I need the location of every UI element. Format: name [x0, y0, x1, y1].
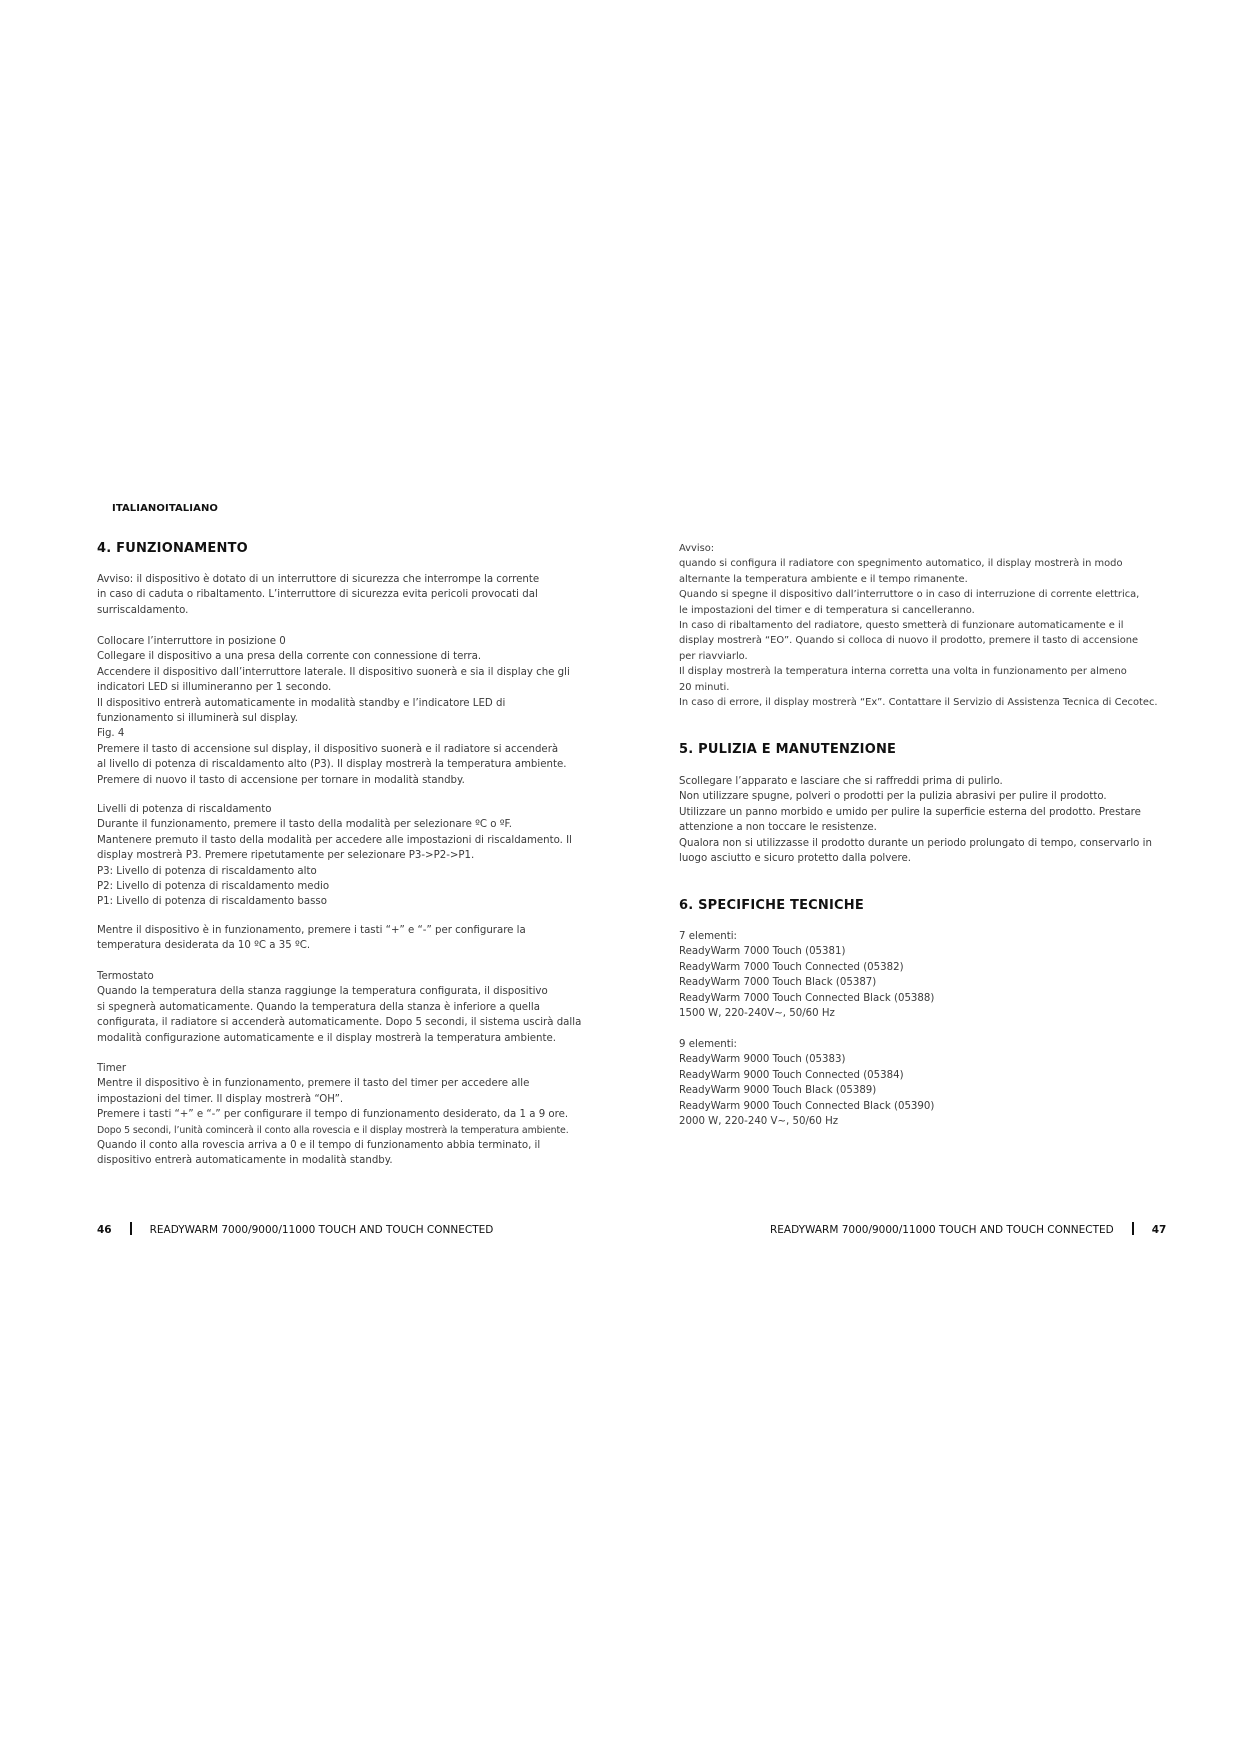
page-number-left: 46 — [97, 1224, 112, 1236]
text-line: Mantenere premuto il tasto della modalità per accedere alle impostazioni di riscaldamento. Il — [97, 834, 572, 846]
text-line: luogo asciutto e sicuro protetto dalla polvere. — [679, 853, 912, 865]
footer-separator — [130, 1222, 132, 1235]
text-line: Mentre il dispositivo è in funzionamento, premere il tasto del timer per accedere alle — [97, 1078, 530, 1090]
text-line: ReadyWarm 9000 Touch Black (05389) — [679, 1085, 877, 1097]
text-line: Scollegare l’apparato e lasciare che si raffreddi prima di pulirlo. — [679, 776, 1003, 787]
text-line: al livello di potenza di riscaldamento alto (P3). Il display mostrerà la temperatura ambiente. — [97, 759, 567, 771]
text-line: ReadyWarm 9000 Touch (05383) — [679, 1054, 846, 1066]
footer-title-right: READYWARM 7000/9000/11000 TOUCH AND TOUCH CONNECTED — [770, 1224, 1114, 1236]
text-line: temperatura desiderata da 10 ºC a 35 ºC. — [97, 940, 311, 952]
text-line: Collegare il dispositivo a una presa della corrente con connessione di terra. — [97, 651, 482, 663]
text-line: Quando il conto alla rovescia arriva a 0 e il tempo di funzionamento abbia terminato, il — [97, 1140, 541, 1152]
text-line: Quando si spegne il dispositivo dall’interruttore o in caso di interruzione di corrente elettrica, — [679, 589, 1140, 601]
text-line: modalità configurazione automaticamente e il display mostrerà la temperatura ambiente. — [97, 1032, 556, 1044]
text-line: ReadyWarm 9000 Touch Connected (05384) — [679, 1069, 904, 1081]
text-line: Premere di nuovo il tasto di accensione per tornare in modalità standby. — [97, 774, 465, 786]
text-line: configurata, il radiatore si accenderà automaticamente. Dopo 5 secondi, il sistema uscirà dalla — [97, 1017, 582, 1029]
text-line: 20 minuti. — [679, 681, 730, 693]
text-line: impostazioni del timer. Il display mostrerà “OH”. — [97, 1093, 344, 1105]
section-heading-pulizia: 5. PULIZIA E MANUTENZIONE — [679, 742, 897, 757]
specs-group-9-elements — [679, 1037, 934, 1129]
text-line: Premere il tasto di accensione sul display, il dispositivo suonerà e il radiatore si accenderà — [97, 743, 559, 755]
footer-right — [770, 1222, 1166, 1236]
text-line: in caso di caduta o ribaltamento. L’interruttore di sicurezza evita pericoli provocati dal — [97, 589, 538, 601]
text-line: P2: Livello di potenza di riscaldamento medio — [97, 881, 330, 893]
text-line: In caso di ribaltamento del radiatore, questo smetterà di funzionare automaticamente e il — [679, 620, 1124, 632]
text-line: le impostazioni del timer e di temperatura si cancelleranno. — [679, 604, 975, 616]
text-line: quando si configura il radiatore con spegnimento automatico, il display mostrerà in modo — [679, 558, 1123, 570]
setup-paragraph — [97, 634, 570, 788]
text-line: Avviso: il dispositivo è dotato di un interruttore di sicurezza che interrompe la corrente — [97, 574, 540, 585]
specs-group-7-elements — [679, 929, 934, 1021]
footer-separator — [1132, 1222, 1134, 1235]
text-line: display mostrerà “EO”. Quando si colloca di nuovo il prodotto, premere il tasto di accensione — [679, 635, 1139, 647]
text-line: indicatori LED si illumineranno per 1 secondo. — [97, 682, 332, 694]
warning-paragraph — [97, 572, 539, 618]
text-line: ReadyWarm 9000 Touch Connected Black (05390) — [679, 1100, 935, 1112]
text-line: Accendere il dispositivo dall’interruttore laterale. Il dispositivo suonerà e sia il display che gli — [97, 666, 570, 678]
text-line: 7 elementi: — [679, 931, 737, 942]
text-line: Livelli di potenza di riscaldamento — [97, 804, 272, 815]
text-line: 2000 W, 220-240 V~, 50/60 Hz — [679, 1116, 839, 1128]
text-line: Premere i tasti “+” e “-” per configurare il tempo di funzionamento desiderato, da 1 a 9 ore. — [97, 1109, 569, 1121]
text-line: ReadyWarm 7000 Touch (05381) — [679, 946, 846, 958]
text-line: funzionamento si illuminerà sul display. — [97, 713, 298, 725]
text-line: Timer — [97, 1063, 127, 1074]
text-line: P1: Livello di potenza di riscaldamento basso — [97, 896, 327, 908]
text-line: Mentre il dispositivo è in funzionamento, premere i tasti “+” e “-” per configurare la — [97, 925, 526, 936]
text-line: Fig. 4 — [97, 728, 125, 740]
footer-left — [97, 1222, 493, 1236]
text-line: per riavviarlo. — [679, 650, 748, 662]
section-heading-funzionamento: 4. FUNZIONAMENTO — [97, 541, 248, 556]
text-line: ReadyWarm 7000 Touch Connected (05382) — [679, 961, 904, 973]
text-line: 1500 W, 220-240V~, 50/60 Hz — [679, 1008, 835, 1020]
text-line: attenzione a non toccare le resistenze. — [679, 822, 877, 834]
thermostat-paragraph — [97, 969, 581, 1046]
text-line: Avviso: — [679, 543, 715, 554]
text-line: si spegnerà automaticamente. Quando la temperatura della stanza è inferiore a quella — [97, 1001, 540, 1013]
timer-paragraph — [97, 1061, 569, 1169]
cleaning-paragraph — [679, 774, 1152, 866]
text-line: 9 elementi: — [679, 1039, 737, 1050]
page-number-right: 47 — [1151, 1224, 1167, 1236]
text-line: surriscaldamento. — [97, 604, 189, 616]
temperature-paragraph — [97, 923, 526, 954]
text-line: Il display mostrerà la temperatura interna corretta una volta in funzionamento per almeno — [679, 666, 1127, 678]
text-line: dispositivo entrerà automaticamente in modalità standby. — [97, 1155, 393, 1167]
text-line: P3: Livello di potenza di riscaldamento alto — [97, 865, 317, 877]
text-line: Durante il funzionamento, premere il tasto della modalità per selezionare ºC o ºF. — [97, 819, 512, 831]
text-line: ReadyWarm 7000 Touch Connected Black (05388) — [679, 992, 935, 1004]
section-heading-specifiche: 6. SPECIFICHE TECNICHE — [679, 898, 864, 913]
text-line: In caso di errore, il display mostrerà “Ex”. Contattare il Servizio di Assistenza Tecnica di Cecotec. — [679, 697, 1158, 709]
text-line: Utilizzare un panno morbido e umido per pulire la superficie esterna del prodotto. Prestare — [679, 806, 1141, 818]
text-line: Dopo 5 secondi, l’unità comincerà il conto alla rovescia e il display mostrerà la temperatura ambiente. — [97, 1124, 569, 1136]
text-line: Termostato — [97, 971, 154, 982]
language-label: ITALIANOITALIANO — [112, 503, 219, 514]
power-levels-paragraph — [97, 802, 572, 910]
text-line: Non utilizzare spugne, polveri o prodotti per la pulizia abrasivi per pulire il prodotto. — [679, 791, 1107, 803]
text-line: Il dispositivo entrerà automaticamente in modalità standby e l’indicatore LED di — [97, 697, 506, 709]
text-line: Collocare l’interruttore in posizione 0 — [97, 636, 286, 647]
footer-title-left: READYWARM 7000/9000/11000 TOUCH AND TOUCH CONNECTED — [149, 1224, 494, 1236]
auto-off-warning-paragraph — [679, 541, 1158, 710]
text-line: Quando la temperatura della stanza raggiunge la temperatura configurata, il dispositivo — [97, 986, 548, 998]
text-line: display mostrerà P3. Premere ripetutamente per selezionare P3->P2->P1. — [97, 850, 475, 862]
text-line: ReadyWarm 7000 Touch Black (05387) — [679, 977, 877, 989]
text-line: Qualora non si utilizzasse il prodotto durante un periodo prolungato di tempo, conservarlo in — [679, 837, 1152, 849]
text-line: alternante la temperatura ambiente e il tempo rimanente. — [679, 573, 968, 585]
